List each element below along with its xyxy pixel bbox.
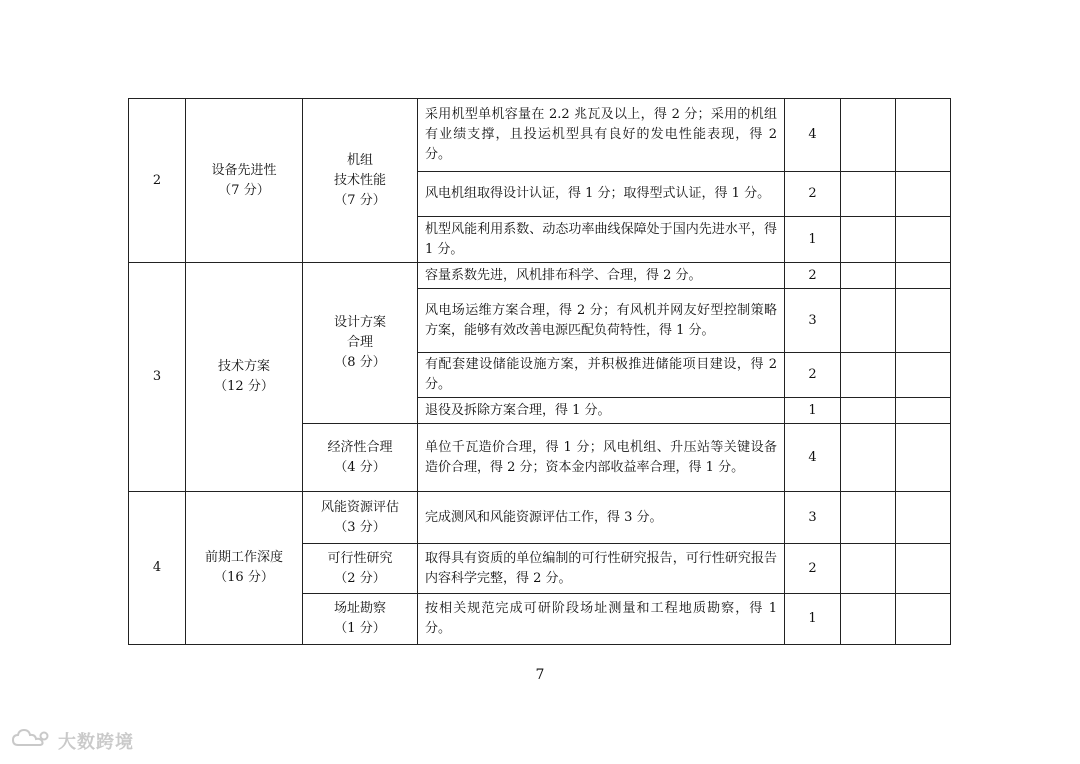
category-cell <box>186 263 303 492</box>
criteria-points: 2 <box>785 172 841 217</box>
criteria-points: 2 <box>785 353 841 398</box>
criteria-text: 风电场运维方案合理，得 2 分；有风机并网友好型控制策略方案，能够有效改善电源匹配负荷特性，得 1 分。 <box>418 289 785 353</box>
category-score: （7 分） <box>218 182 270 198</box>
category-name: 设备先进性 <box>211 162 277 178</box>
criteria-text: 单位千瓦造价合理，得 1 分；风电机组、升压站等关键设备造价合理，得 2 分；资本金内部收益率合理，得 1 分。 <box>418 424 785 492</box>
blank-cell <box>841 594 896 645</box>
blank-cell <box>896 99 951 172</box>
blank-cell <box>841 353 896 398</box>
subcategory-name: 设计方案 <box>333 315 386 330</box>
category-score: （16 分） <box>214 570 274 585</box>
subcategory-name: 风能资源评估 <box>320 499 399 515</box>
blank-cell <box>896 594 951 645</box>
blank-cell <box>841 99 896 172</box>
subcategory-name-line2: 合理 <box>346 335 373 350</box>
blank-cell <box>841 492 896 544</box>
page-number: 7 <box>535 667 545 683</box>
subcategory-name: 场址勘察 <box>333 601 386 616</box>
watermark <box>12 727 134 754</box>
category-score: （12 分） <box>214 379 274 394</box>
subcategory-cell <box>303 263 418 424</box>
blank-cell <box>896 492 951 544</box>
subcategory-name: 机组 <box>346 152 373 168</box>
subcategory-score: （1 分） <box>334 621 386 636</box>
blank-cell <box>841 424 896 492</box>
blank-cell <box>841 544 896 594</box>
criteria-text: 取得具有资质的单位编制的可行性研究报告，可行性研究报告内容科学完整，得 2 分。 <box>418 544 785 594</box>
blank-cell <box>841 398 896 424</box>
subcategory-score: （3 分） <box>334 519 386 535</box>
blank-cell <box>896 263 951 289</box>
blank-cell <box>896 289 951 353</box>
criteria-text: 风电机组取得设计认证，得 1 分；取得型式认证，得 1 分。 <box>418 172 785 217</box>
blank-cell <box>896 398 951 424</box>
criteria-text: 完成测风和风能资源评估工作，得 3 分。 <box>418 492 785 544</box>
table-row <box>129 492 951 544</box>
category-name: 技术方案 <box>217 359 270 374</box>
criteria-text: 机型风能利用系数、动态功率曲线保障处于国内先进水平，得 1 分。 <box>418 217 785 263</box>
criteria-points: 1 <box>785 594 841 645</box>
subcategory-cell <box>303 424 418 492</box>
blank-cell <box>841 289 896 353</box>
blank-cell <box>841 263 896 289</box>
subcategory-score: （4 分） <box>334 459 386 475</box>
subcategory-cell <box>303 594 418 645</box>
subcategory-score: （8 分） <box>334 355 386 370</box>
row-number: 4 <box>129 492 186 645</box>
criteria-points: 2 <box>785 544 841 594</box>
criteria-points: 4 <box>785 99 841 172</box>
watermark-text: 大数跨境 <box>58 731 134 753</box>
subcategory-cell <box>303 492 418 544</box>
category-name: 前期工作深度 <box>204 550 283 565</box>
subcategory-cell <box>303 99 418 263</box>
subcategory-cell <box>303 544 418 594</box>
criteria-text: 采用机型单机容量在 2.2 兆瓦及以上，得 2 分；采用的机组有业绩支撑，且投运机型具有良好的发电性能表现，得 2 分。 <box>418 99 785 172</box>
blank-cell <box>896 424 951 492</box>
blank-cell <box>896 217 951 263</box>
category-cell <box>186 492 303 645</box>
blank-cell <box>841 172 896 217</box>
criteria-text: 退役及拆除方案合理，得 1 分。 <box>418 398 785 424</box>
subcategory-name: 可行性研究 <box>327 550 393 566</box>
table-row <box>129 263 951 289</box>
criteria-text: 容量系数先进，风机排布科学、合理，得 2 分。 <box>418 263 785 289</box>
scoring-table <box>128 98 951 645</box>
subcategory-name-line2: 技术性能 <box>333 172 386 188</box>
criteria-points: 1 <box>785 217 841 263</box>
criteria-points: 4 <box>785 424 841 492</box>
subcategory-name: 经济性合理 <box>327 439 393 455</box>
criteria-points: 3 <box>785 492 841 544</box>
criteria-points: 3 <box>785 289 841 353</box>
subcategory-score: （2 分） <box>334 570 386 586</box>
criteria-points: 2 <box>785 263 841 289</box>
blank-cell <box>841 217 896 263</box>
criteria-text: 按相关规范完成可研阶段场址测量和工程地质勘察，得 1 分。 <box>418 594 785 645</box>
criteria-points: 1 <box>785 398 841 424</box>
cloud-logo-icon <box>12 727 52 754</box>
subcategory-score: （7 分） <box>334 192 386 208</box>
row-number: 2 <box>129 99 186 263</box>
blank-cell <box>896 544 951 594</box>
blank-cell <box>896 353 951 398</box>
blank-cell <box>896 172 951 217</box>
row-number: 3 <box>129 263 186 492</box>
criteria-text: 有配套建设储能设施方案，并积极推进储能项目建设，得 2 分。 <box>418 353 785 398</box>
table-row <box>129 99 951 172</box>
category-cell <box>186 99 303 263</box>
